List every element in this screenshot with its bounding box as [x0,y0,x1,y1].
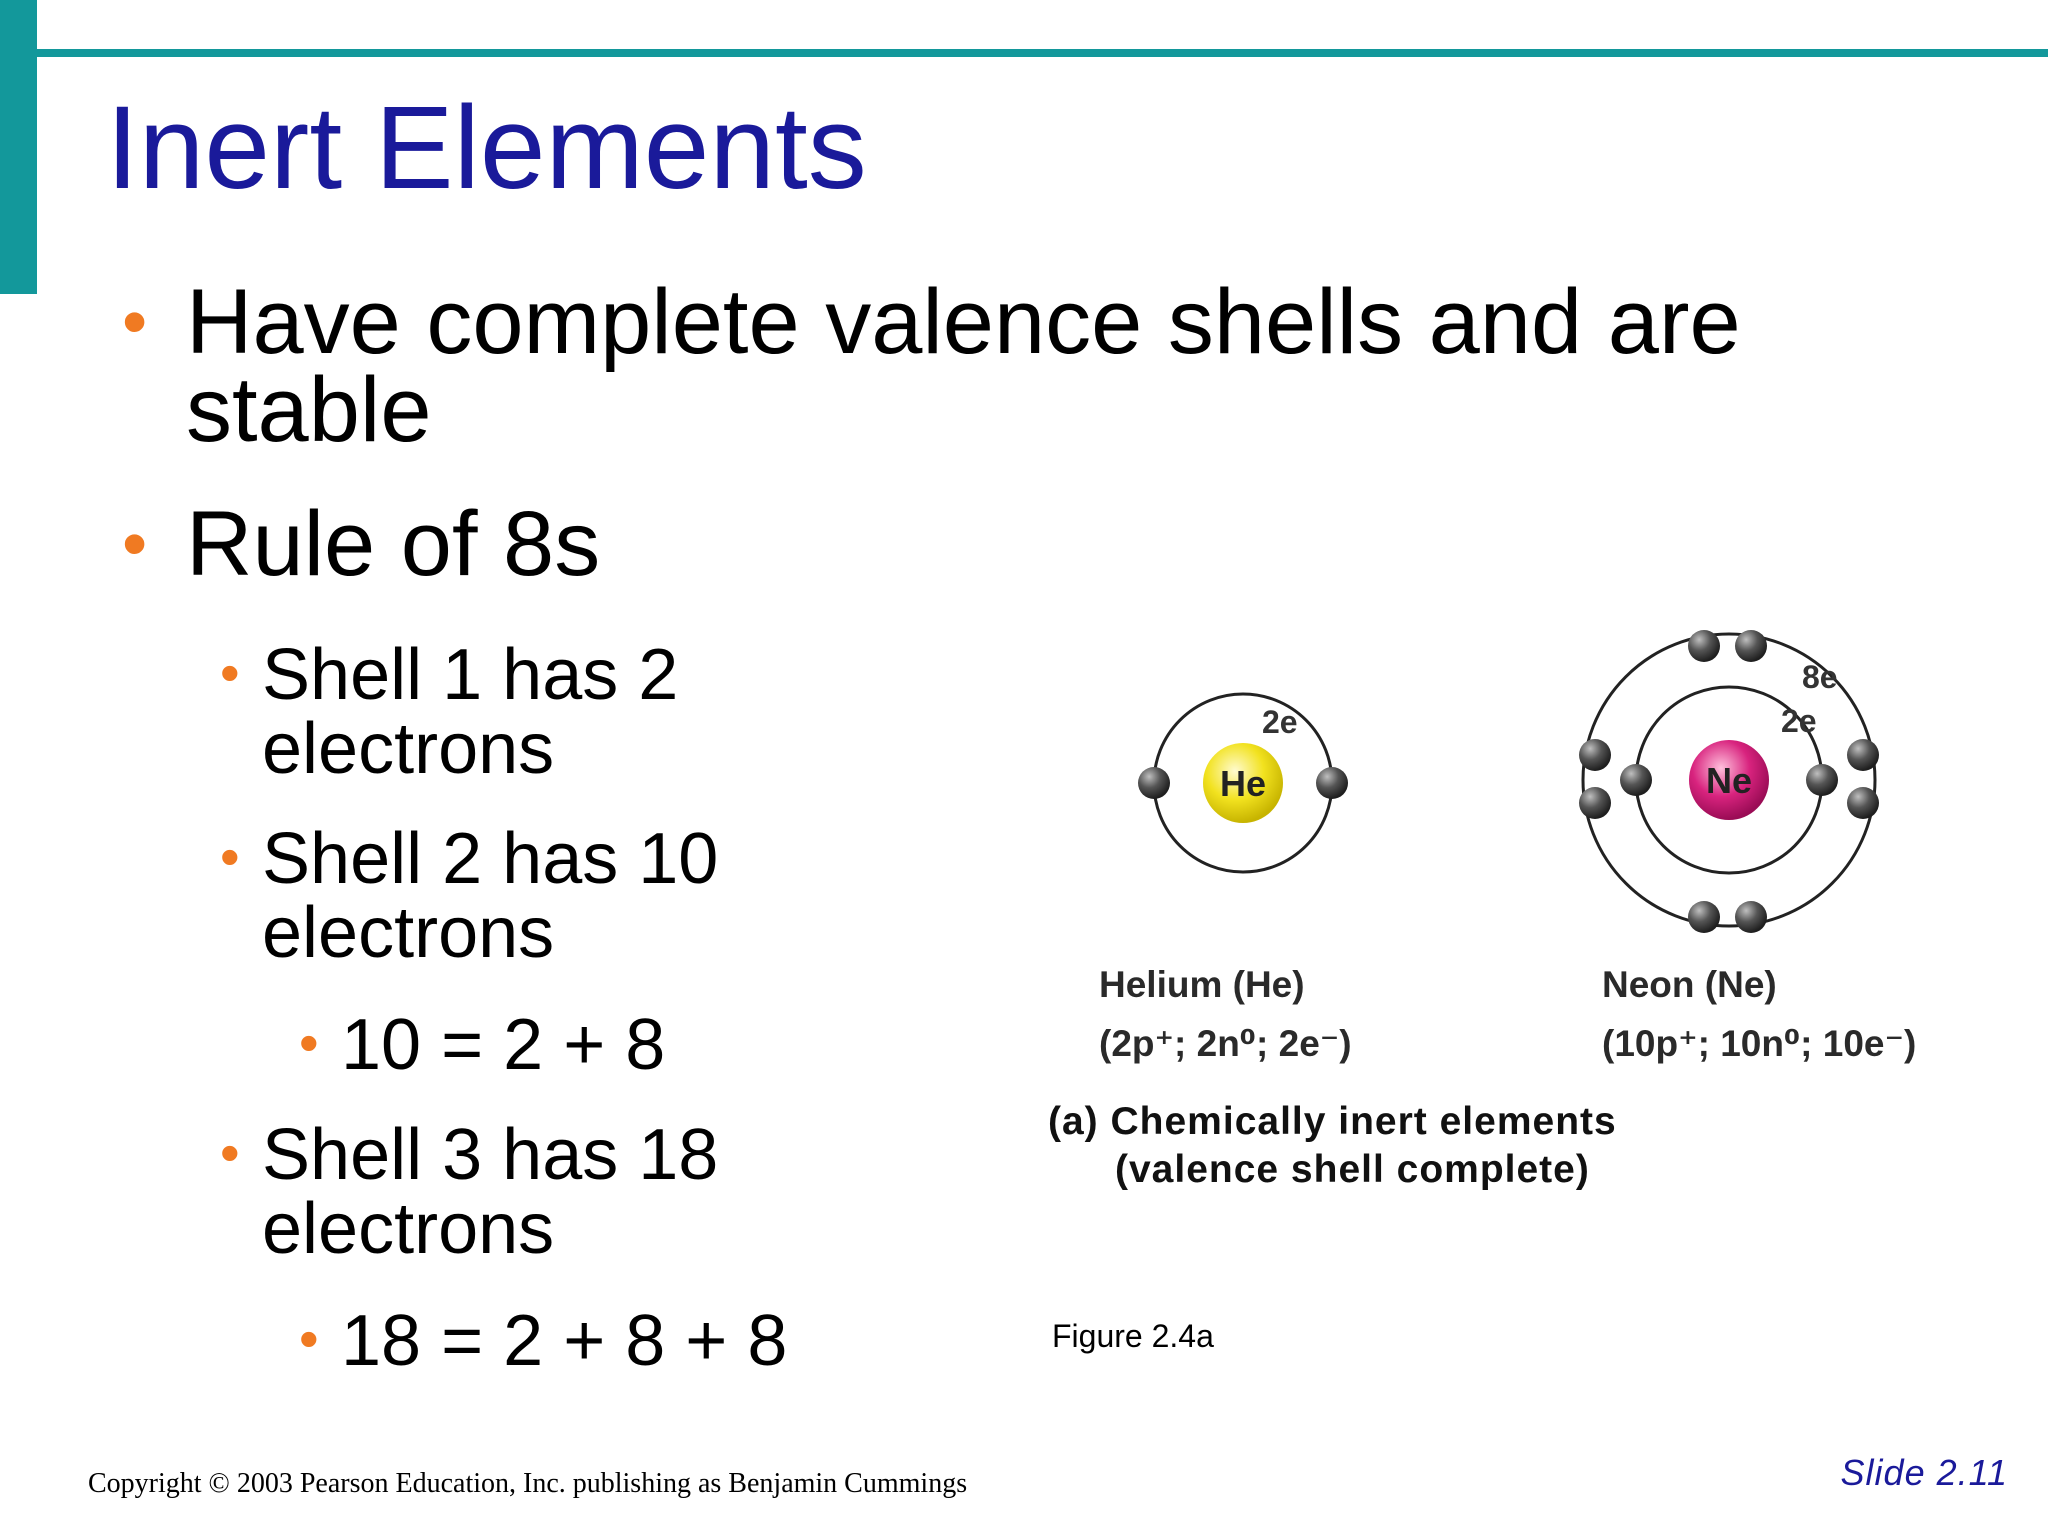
accent-bar-top [37,49,2048,57]
electron [1316,767,1348,799]
figure-number: Figure 2.4a [1052,1318,1214,1354]
bullet-text: 10 = 2 + 8 [341,1005,666,1085]
helium-name: Helium (He) [1099,964,1305,1005]
helium-symbol: He [1219,763,1267,804]
bullet-text: Shell 3 has 18 electrons [262,1115,719,1269]
atom-diagrams [1040,620,1960,940]
electron [1735,901,1767,933]
bullet-dot: • [220,641,240,704]
bullet-shell-2 [220,819,822,973]
electron [1579,739,1611,771]
electron [1688,901,1720,933]
electron [1847,739,1879,771]
electron [1806,764,1838,796]
bullet-shell-2-sum [299,1005,666,1085]
bullet-complete-shells [122,271,1886,461]
slide-title: Inert Elements [106,82,867,214]
bullet-text: Shell 2 has 10 electrons [262,819,719,973]
helium-atom [1138,694,1348,872]
electron [1847,787,1879,819]
neon-outer-shell-label: 8e [1802,659,1838,695]
bullet-dot: • [220,1121,240,1184]
figure-caption-line1: (a) Chemically inert elements [1048,1100,1617,1143]
bullet-shell-3 [220,1115,822,1269]
accent-bar-left [0,0,37,294]
electron [1735,630,1767,662]
electron [1579,787,1611,819]
bullet-dot: • [299,1307,319,1370]
figure-caption-line2: (valence shell complete) [1115,1148,1590,1191]
bullet-rule-of-8s [122,493,1086,595]
bullet-text: Rule of 8s [186,493,601,595]
neon-atom [1579,630,1879,933]
copyright-notice: Copyright © 2003 Pearson Education, Inc. publishing as Benjamin Cummings [88,1468,968,1499]
bullet-text: Have complete valence shells and are stable [186,271,1741,461]
bullet-dot: • [122,504,148,584]
bullet-dot: • [220,825,240,888]
bullet-text: 18 = 2 + 8 + 8 [341,1301,788,1381]
bullet-shell-3-sum [299,1301,788,1381]
electron [1138,767,1170,799]
atom-figure [1040,620,1960,1220]
bullet-dot: • [299,1011,319,1074]
electron [1688,630,1720,662]
electron [1620,764,1652,796]
helium-shell-label: 2e [1262,704,1298,740]
neon-composition: (10p⁺; 10n⁰; 10e⁻) [1602,1023,1917,1064]
neon-inner-shell-label: 2e [1781,703,1817,739]
bullet-dot: • [122,282,148,362]
helium-composition: (2p⁺; 2n⁰; 2e⁻) [1099,1023,1352,1064]
slide-number: Slide 2.11 [1840,1452,2008,1493]
neon-name: Neon (Ne) [1602,964,1777,1005]
bullet-shell-1 [220,635,822,789]
neon-symbol: Ne [1705,760,1753,801]
bullet-text: Shell 1 has 2 electrons [262,635,679,789]
